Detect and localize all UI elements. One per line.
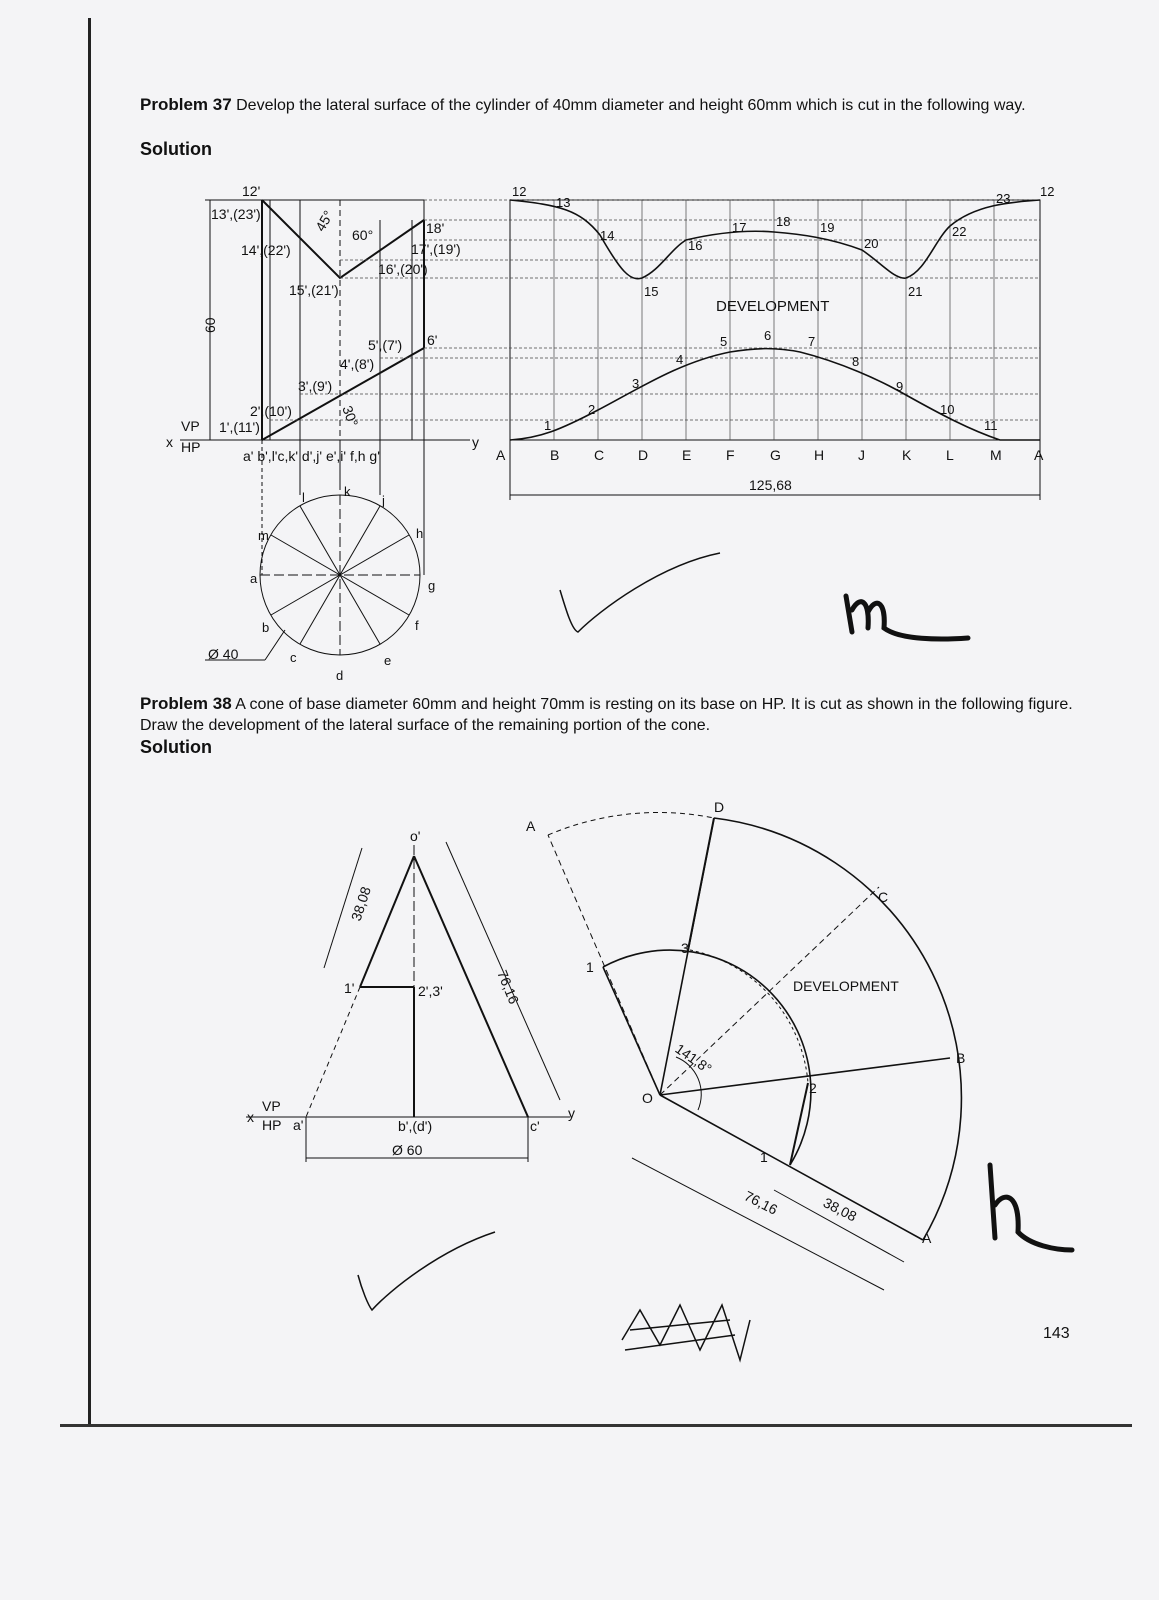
xy-y-label: y	[472, 434, 479, 450]
dev-len-76-16: 76,16	[741, 1187, 781, 1218]
dev-letter: G	[770, 447, 781, 463]
dev-letter: A	[1034, 447, 1044, 463]
dev-bottom-number: 7	[808, 334, 816, 349]
label-3-prime: 3',(9')	[298, 378, 333, 394]
dev-len-38-08: 38,08	[820, 1194, 860, 1225]
label-13-prime: 13',(23')	[211, 206, 261, 222]
dev-letter: B	[550, 447, 560, 463]
problem-38-text: A cone of base diameter 60mm and height 70mm is resting on its base on HP. It is cut as shown in the following figure. Draw the development of the lateral surface of the remaining portion of the cone.	[140, 696, 1073, 734]
dev-bottom-number: 8	[852, 354, 860, 369]
slant-38-08: 38,08	[347, 884, 374, 923]
label-15-prime: 15',(21')	[289, 282, 339, 298]
dev-bottom-number: 10	[940, 402, 955, 417]
label-1-prime: 1',(11')	[219, 419, 260, 435]
angle-30: 30°	[339, 403, 362, 429]
dev-D: D	[714, 799, 725, 815]
top-view-letter: c	[290, 650, 297, 665]
cone-y-label: y	[568, 1105, 575, 1121]
dev-C: C	[878, 889, 889, 905]
top-view-letter: h	[416, 526, 424, 541]
diameter-40: Ø 40	[208, 646, 239, 662]
dev-bottom-number: 1	[544, 418, 552, 433]
development-label-37: DEVELOPMENT	[716, 298, 830, 315]
dev-letter: M	[990, 447, 1002, 463]
page-number: 143	[1043, 1325, 1070, 1342]
dev-bottom-number: 5	[720, 334, 728, 349]
dev-bottom-number: 6	[764, 328, 772, 343]
top-view-letter: g	[428, 578, 436, 593]
diameter-60: Ø 60	[392, 1142, 423, 1158]
base-point-labels: a' b',l'c,k' d',j' e',i' f,h g'	[243, 448, 380, 464]
dev-bottom-number: 11	[984, 418, 998, 433]
dev-angle: 141,8°	[672, 1040, 715, 1077]
dev-top-number: 18	[776, 214, 791, 229]
top-view-letter: f	[415, 618, 419, 633]
top-view-letter: b	[262, 620, 270, 635]
dev-1-end: 1	[760, 1149, 768, 1165]
cone-a-label: a'	[293, 1117, 304, 1133]
label-6-prime: 6'	[427, 332, 438, 348]
dev-top-number: 20	[864, 236, 879, 251]
dev-2: 2	[809, 1080, 817, 1096]
cone-bd-label: b',(d')	[398, 1118, 433, 1134]
top-view-letter: j	[382, 493, 385, 508]
dev-top-number: 21	[908, 284, 923, 299]
label-18-prime: 18'	[426, 220, 445, 236]
cone-x-label: x	[247, 1109, 254, 1125]
dev-letter: J	[858, 447, 865, 463]
dev-letter: C	[594, 447, 605, 463]
cone-hp-label: HP	[262, 1117, 282, 1133]
dev-top-number: 15	[644, 284, 659, 299]
dev-top-number: 12	[512, 184, 527, 199]
dev-bottom-number: 4	[676, 352, 684, 367]
label-12-prime: 12'	[242, 183, 261, 199]
hp-label: HP	[181, 439, 201, 455]
top-view-letter: e	[384, 653, 392, 668]
development-outer-arc	[714, 818, 961, 1240]
label-23-prime: 2',3'	[418, 983, 443, 999]
label-2-prime: 2',(10')	[250, 403, 292, 419]
dev-letter: D	[638, 447, 649, 463]
cone-c-label: c'	[530, 1118, 540, 1134]
apex-label: o'	[410, 828, 421, 844]
dev-A-end: A	[922, 1230, 932, 1246]
development-length: 125,68	[749, 477, 792, 493]
top-view-letter: a	[250, 571, 258, 586]
angle-60: 60°	[352, 227, 374, 243]
label-1-prime-cone: 1'	[344, 980, 355, 996]
dev-letter: F	[726, 447, 735, 463]
dev-letter: E	[682, 447, 692, 463]
top-view-letter: k	[344, 484, 351, 499]
dev-top-number: 17	[732, 220, 747, 235]
problem-37-solution-heading: Solution	[140, 139, 212, 159]
label-17-prime: 17',(19')	[411, 241, 461, 257]
dev-B: B	[956, 1050, 966, 1066]
dev-3: 3	[681, 940, 689, 956]
dev-letter: H	[814, 447, 825, 463]
dev-A-start: A	[526, 818, 536, 834]
xy-x-label: x	[166, 434, 173, 450]
angle-45: 45°	[311, 207, 337, 234]
problem-38-solution-heading: Solution	[140, 737, 212, 757]
height-dimension: 60	[202, 317, 218, 333]
problem-38-label: Problem 38	[140, 694, 232, 713]
dev-bottom-number: 3	[632, 376, 640, 391]
dev-top-number: 16	[688, 238, 703, 253]
top-view-letter: d	[336, 668, 344, 683]
dev-top-number: 13	[556, 195, 571, 210]
vp-label: VP	[181, 418, 200, 434]
dev-top-number: 22	[952, 224, 967, 239]
dev-top-number: 14	[600, 228, 615, 243]
development-label-38: DEVELOPMENT	[793, 978, 899, 994]
dev-1: 1	[586, 959, 594, 975]
dev-O: O	[642, 1090, 653, 1106]
cone-vp-label: VP	[262, 1098, 281, 1114]
dev-letter: K	[902, 447, 912, 463]
problem-37-label: Problem 37	[140, 95, 232, 114]
dev-letter: L	[946, 447, 954, 463]
slant-76-16: 76,16	[494, 967, 523, 1007]
label-4-prime: 4',(8')	[340, 356, 375, 372]
top-view-letter: m	[258, 528, 269, 543]
dev-bottom-number: 2	[588, 402, 596, 417]
dev-bottom-number: 9	[896, 379, 904, 394]
dev-top-number: 23	[996, 191, 1011, 206]
problem-37-text: Develop the lateral surface of the cylinder of 40mm diameter and height 60mm which is cut in the following way.	[236, 97, 1026, 114]
label-14-prime: 14',(22')	[241, 242, 291, 258]
label-5-prime: 5',(7')	[368, 337, 403, 353]
label-16-prime: 16',(20')	[378, 261, 428, 277]
dev-letter: A	[496, 447, 506, 463]
dev-top-number: 12	[1040, 184, 1055, 199]
dev-top-number: 19	[820, 220, 835, 235]
top-view-letter: l	[302, 490, 305, 505]
